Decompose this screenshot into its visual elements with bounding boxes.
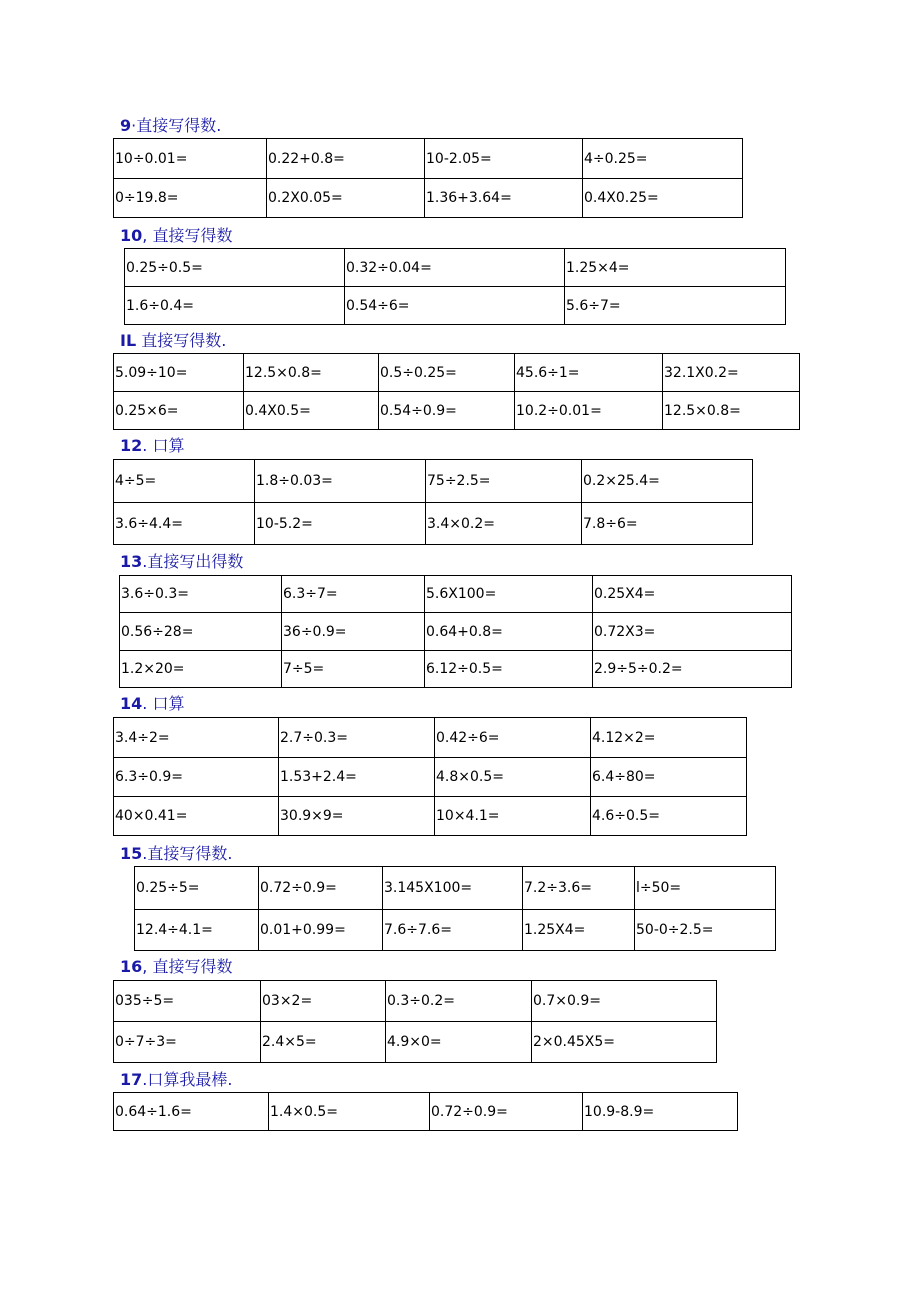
exercise-cell: 40×0.41= <box>114 797 279 836</box>
exercise-cell: 0.25÷5= <box>135 867 259 910</box>
section-title: 口算 <box>152 694 185 713</box>
section-heading <box>120 844 232 864</box>
exercise-cell: 75÷2.5= <box>426 460 582 503</box>
table-row <box>120 613 792 651</box>
exercise-cell: 0.2X0.05= <box>267 179 425 218</box>
exercise-cell: 5.6÷7= <box>565 287 786 325</box>
section-title: 直接写得数 <box>152 226 233 245</box>
table-row <box>114 392 800 430</box>
exercise-cell: 0.01+0.99= <box>259 910 383 951</box>
exercise-cell: 1.53+2.4= <box>279 758 435 797</box>
section-heading <box>120 694 184 714</box>
exercise-cell: 0÷7÷3= <box>114 1022 261 1063</box>
section-heading <box>120 436 184 456</box>
exercise-cell: 0.25÷0.5= <box>125 249 345 287</box>
exercise-cell: 12.5×0.8= <box>663 392 800 430</box>
exercise-cell: 10×4.1= <box>435 797 591 836</box>
section-number: 14 <box>120 694 143 713</box>
section-title: 口算 <box>152 436 185 455</box>
section-number: 17 <box>120 1070 143 1089</box>
exercise-cell: 7.6÷7.6= <box>383 910 523 951</box>
exercise-cell: 4÷5= <box>114 460 255 503</box>
exercise-cell: 0.72÷0.9= <box>430 1093 583 1131</box>
section-number: IL <box>120 331 137 350</box>
exercise-cell: 0.7×0.9= <box>532 981 717 1022</box>
exercise-cell: 10-2.05= <box>425 139 583 179</box>
exercise-table <box>134 866 776 951</box>
table-row <box>114 981 717 1022</box>
table-row <box>120 576 792 613</box>
section-title: 直接写得数. <box>141 331 227 350</box>
exercise-cell: 03×2= <box>261 981 386 1022</box>
exercise-table <box>113 138 743 218</box>
exercise-cell: 0.22+0.8= <box>267 139 425 179</box>
table-row <box>125 249 786 287</box>
exercise-cell: 4.12×2= <box>591 718 747 758</box>
exercise-cell: 1.25X4= <box>523 910 635 951</box>
exercise-table <box>113 717 747 836</box>
exercise-cell: 2.7÷0.3= <box>279 718 435 758</box>
exercise-cell: 1.2×20= <box>120 651 282 688</box>
exercise-cell: 3.6÷4.4= <box>114 503 255 545</box>
exercise-cell: 3.6÷0.3= <box>120 576 282 613</box>
section-title: 直接写出得数 <box>147 552 244 571</box>
exercise-cell: 2.4×5= <box>261 1022 386 1063</box>
exercise-table <box>113 353 800 430</box>
exercise-cell: l÷50= <box>635 867 776 910</box>
section-number: 13 <box>120 552 143 571</box>
exercise-cell: 12.4÷4.1= <box>135 910 259 951</box>
table-row <box>114 1093 738 1131</box>
exercise-cell: 0.25×6= <box>114 392 244 430</box>
exercise-cell: 0.64+0.8= <box>425 613 593 651</box>
exercise-cell: 10.9-8.9= <box>583 1093 738 1131</box>
exercise-cell: 1.6÷0.4= <box>125 287 345 325</box>
exercise-table <box>113 980 717 1063</box>
exercise-cell: 0.42÷6= <box>435 718 591 758</box>
exercise-cell: 6.4÷80= <box>591 758 747 797</box>
exercise-cell: 36÷0.9= <box>282 613 425 651</box>
section-separator: . <box>142 1070 148 1089</box>
exercise-cell: 7÷5= <box>282 651 425 688</box>
section-heading <box>120 226 232 246</box>
exercise-cell: 0.64÷1.6= <box>114 1093 269 1131</box>
exercise-cell: 7.2÷3.6= <box>523 867 635 910</box>
exercise-cell: 0.4X0.5= <box>244 392 379 430</box>
section-title: 直接写得数. <box>147 844 233 863</box>
section-separator: · <box>131 116 137 135</box>
section-separator: . <box>142 552 148 571</box>
section-heading <box>120 552 243 572</box>
table-row <box>135 910 776 951</box>
section-number: 15 <box>120 844 143 863</box>
section-number: 9 <box>120 116 132 135</box>
exercise-cell: 3.4×0.2= <box>426 503 582 545</box>
table-row <box>114 460 753 503</box>
exercise-cell: 32.1X0.2= <box>663 354 800 392</box>
table-row <box>114 797 747 836</box>
exercise-table <box>119 575 792 688</box>
exercise-cell: 4÷0.25= <box>583 139 743 179</box>
exercise-cell: 6.3÷0.9= <box>114 758 279 797</box>
section-separator: . <box>142 844 148 863</box>
exercise-cell: 6.3÷7= <box>282 576 425 613</box>
exercise-cell: 10-5.2= <box>255 503 426 545</box>
exercise-cell: 1.4×0.5= <box>269 1093 430 1131</box>
exercise-cell: 6.12÷0.5= <box>425 651 593 688</box>
exercise-cell: 7.8÷6= <box>582 503 753 545</box>
exercise-cell: 3.145X100= <box>383 867 523 910</box>
exercise-cell: 0.72÷0.9= <box>259 867 383 910</box>
section-heading <box>120 1070 232 1090</box>
exercise-cell: 0.72X3= <box>593 613 792 651</box>
section-number: 16 <box>120 957 143 976</box>
exercise-cell: 0÷19.8= <box>114 179 267 218</box>
exercise-cell: 3.4÷2= <box>114 718 279 758</box>
exercise-cell: 2×0.45X5= <box>532 1022 717 1063</box>
section-heading <box>120 116 221 136</box>
table-row <box>114 503 753 545</box>
exercise-cell: 5.09÷10= <box>114 354 244 392</box>
exercise-cell: 0.54÷0.9= <box>379 392 515 430</box>
section-separator: . <box>142 694 153 713</box>
exercise-cell: 0.25X4= <box>593 576 792 613</box>
exercise-table <box>124 248 786 325</box>
section-number: 10 <box>120 226 143 245</box>
exercise-cell: 30.9×9= <box>279 797 435 836</box>
exercise-cell: 0.32÷0.04= <box>345 249 565 287</box>
section-title: 直接写得数. <box>136 116 222 135</box>
exercise-cell: 2.9÷5÷0.2= <box>593 651 792 688</box>
table-row <box>114 1022 717 1063</box>
table-row <box>114 354 800 392</box>
section-number: 12 <box>120 436 143 455</box>
exercise-cell: 0.5÷0.25= <box>379 354 515 392</box>
exercise-cell: 45.6÷1= <box>515 354 663 392</box>
exercise-cell: 035÷5= <box>114 981 261 1022</box>
section-heading <box>120 331 226 351</box>
table-row <box>114 139 743 179</box>
exercise-cell: 12.5×0.8= <box>244 354 379 392</box>
table-row <box>114 718 747 758</box>
exercise-cell: 4.8×0.5= <box>435 758 591 797</box>
section-title: 直接写得数 <box>152 957 233 976</box>
exercise-cell: 10.2÷0.01= <box>515 392 663 430</box>
exercise-table <box>113 459 753 545</box>
exercise-table <box>113 1092 738 1131</box>
exercise-cell: 1.25×4= <box>565 249 786 287</box>
table-row <box>114 758 747 797</box>
exercise-cell: 10÷0.01= <box>114 139 267 179</box>
exercise-cell: 0.56÷28= <box>120 613 282 651</box>
exercise-cell: 0.2×25.4= <box>582 460 753 503</box>
exercise-cell: 4.6÷0.5= <box>591 797 747 836</box>
section-separator: . <box>142 436 153 455</box>
section-title: 口算我最棒. <box>147 1070 233 1089</box>
exercise-cell: 0.3÷0.2= <box>386 981 532 1022</box>
exercise-cell: 50-0÷2.5= <box>635 910 776 951</box>
exercise-cell: 0.4X0.25= <box>583 179 743 218</box>
table-row <box>135 867 776 910</box>
table-row <box>120 651 792 688</box>
table-row <box>114 179 743 218</box>
exercise-cell: 0.54÷6= <box>345 287 565 325</box>
section-separator: , <box>142 957 153 976</box>
exercise-cell: 1.36+3.64= <box>425 179 583 218</box>
exercise-cell: 5.6X100= <box>425 576 593 613</box>
section-heading <box>120 957 232 977</box>
table-row <box>125 287 786 325</box>
section-separator: , <box>142 226 153 245</box>
exercise-cell: 4.9×0= <box>386 1022 532 1063</box>
exercise-cell: 1.8÷0.03= <box>255 460 426 503</box>
